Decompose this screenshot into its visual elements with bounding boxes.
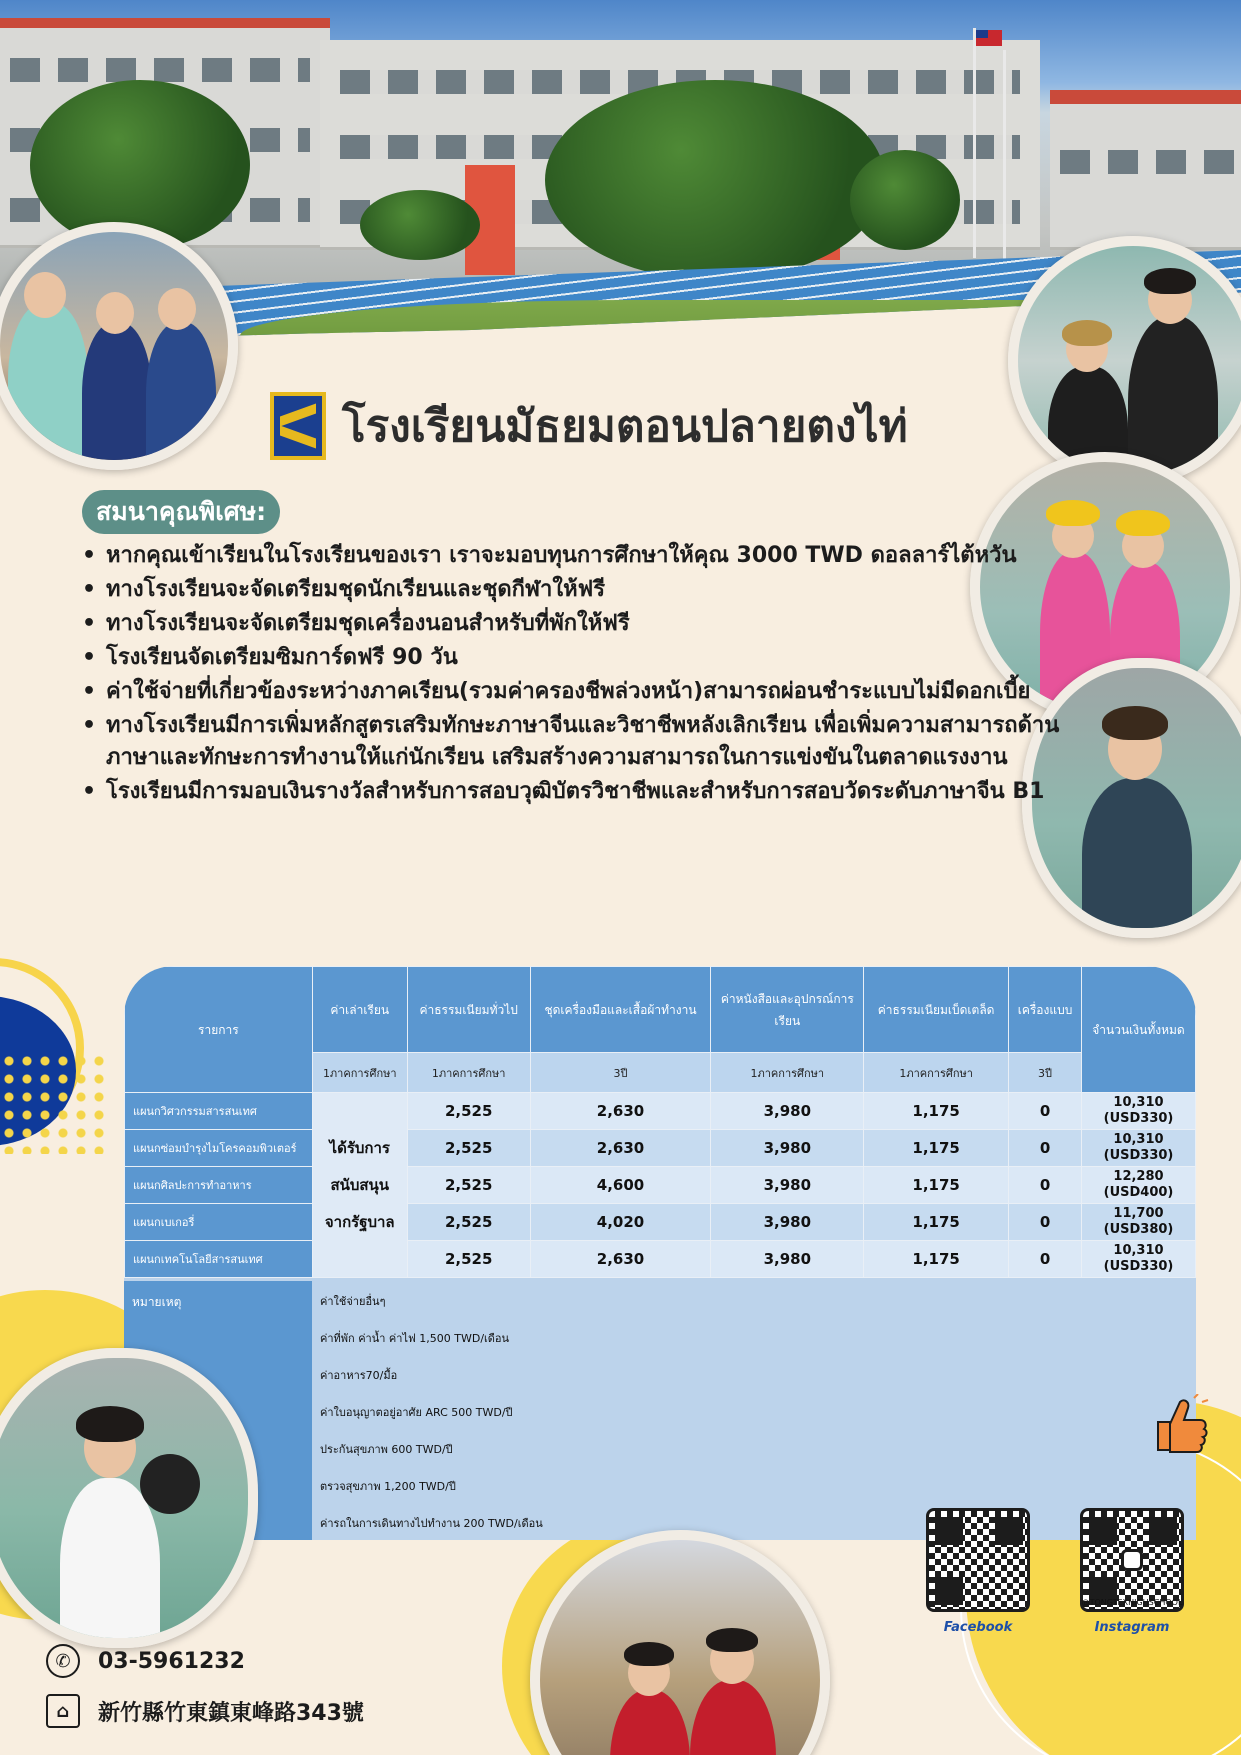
note-line: ค่าใบอนุญาตอยู่อาศัย ARC 500 TWD/ปี — [320, 1406, 513, 1419]
table-row: แผนกศิลปะการทำอาหาร 2,525 4,600 3,980 1,175 0 12,280 (USD400) — [125, 1167, 1196, 1204]
facebook-qr-code[interactable] — [926, 1508, 1030, 1612]
header-uniform: เครื่องแบบ — [1009, 967, 1082, 1053]
program-name: แผนกเบเกอรี่ — [125, 1204, 313, 1241]
period-tools: 3ปี — [530, 1053, 711, 1093]
program-name: แผนกเทคโนโลยีสารสนเทศ — [125, 1241, 313, 1278]
facebook-label[interactable]: Facebook — [943, 1620, 1013, 1635]
header-misc-fee: ค่าธรรมเนียมเบ็ดเตล็ด — [864, 967, 1009, 1053]
phone-number[interactable]: 03-5961232 — [98, 1648, 245, 1674]
row-total: 12,280 (USD400) — [1082, 1167, 1196, 1204]
benefit-item: • ค่าใช้จ่ายที่เกี่ยวข้องระหว่างภาคเรียน(รวมค่าครองชีพล่วงหน้า)สามารถผ่อนชำระแบบไม่มีดอกเบี้ย — [82, 676, 1072, 708]
contact-phone — [46, 1644, 245, 1678]
school-title-block — [270, 388, 908, 464]
period-tuition: 1ภาคการศึกษา — [312, 1053, 407, 1093]
instagram-label[interactable]: Instagram — [1094, 1620, 1170, 1635]
notes-label: หมายเหตุ — [124, 1281, 312, 1540]
benefits-list — [82, 540, 1072, 810]
benefit-item: • ทางโรงเรียนจะจัดเตรียมชุดเครื่องนอนสำหรับที่พักให้ฟรี — [82, 608, 1072, 640]
period-general: 1ภาคการศึกษา — [407, 1053, 530, 1093]
note-line: ตรวจสุขภาพ 1,200 TWD/ปี — [320, 1480, 456, 1493]
row-total: 11,700 (USD380) — [1082, 1204, 1196, 1241]
contact-address — [46, 1694, 364, 1728]
note-line: ค่าใช้จ่ายอื่นๆ — [320, 1295, 386, 1308]
table-row: แผนกเทคโนโลยีสารสนเทศ 2,525 2,630 3,980 1,175 0 10,310 (USD330) — [125, 1241, 1196, 1278]
row-total: 10,310 (USD330) — [1082, 1093, 1196, 1130]
period-uniform: 3ปี — [1009, 1053, 1082, 1093]
thumbs-up-icon — [1150, 1394, 1212, 1454]
row-total: 10,310 (USD330) — [1082, 1241, 1196, 1278]
note-line: ประกันสุขภาพ 600 TWD/ปี — [320, 1443, 453, 1456]
instagram-icon — [1121, 1549, 1143, 1571]
period-misc: 1ภาคการศึกษา — [864, 1053, 1009, 1093]
photo-culinary-student — [0, 1348, 258, 1648]
program-name: แผนกวิศวกรรมสารสนเทศ — [125, 1093, 313, 1130]
photo-students-with-teacher — [0, 222, 238, 470]
photo-hospitality-students — [1008, 236, 1241, 486]
header-total: จำนวนเงินทั้งหมด — [1082, 967, 1196, 1093]
header-books-equipment: ค่าหนังสือและอุปกรณ์การเรียน — [711, 967, 864, 1053]
note-line: ค่ารถในการเดินทางไปทำงาน 200 TWD/เดือน — [320, 1517, 543, 1530]
header-general-fee: ค่าธรรมเนียมทั่วไป — [407, 967, 530, 1053]
program-name: แผนกซ่อมบำรุงไมโครคอมพิวเตอร์ — [125, 1130, 313, 1167]
tuition-government-support: ได้รับการ สนับสนุน จากรัฐบาล — [312, 1093, 407, 1278]
benefit-item: • ทางโรงเรียนจะจัดเตรียมชุดนักเรียนและชุดกีฬาให้ฟรี — [82, 574, 1072, 606]
fee-notes — [124, 1281, 1196, 1540]
instagram-handle: @TONGTEXHIGHSCHOOL — [1081, 1598, 1183, 1607]
benefit-item: • หากคุณเข้าเรียนในโรงเรียนของเรา เราจะมอบทุนการศึกษาให้คุณ 3000 TWD ดอลลาร์ไต้หวัน — [82, 540, 1072, 572]
note-line: ค่าอาหาร70/มื้อ — [320, 1369, 398, 1382]
school-building-icon: ⌂ — [46, 1694, 80, 1728]
instagram-qr-code[interactable] — [1080, 1508, 1184, 1612]
table-row: แผนกซ่อมบำรุงไมโครคอมพิวเตอร์ 2,525 2,630 3,980 1,175 0 10,310 (USD330) — [125, 1130, 1196, 1167]
benefits-heading: สมนาคุณพิเศษ: — [82, 490, 280, 534]
note-line: ค่าที่พัก ค่าน้ำ ค่าไฟ 1,500 TWD/เดือน — [320, 1332, 510, 1345]
notes-body — [314, 1281, 1196, 1540]
benefit-item: • ทางโรงเรียนมีการเพิ่มหลักสูตรเสริมทักษะภาษาจีนและวิชาชีพหลังเลิกเรียน เพื่อเพิ่มความสามารถด้านภาษาและทักษะการทำงานให้แก่นักเรียน เสริมสร้างความสามารถในการแข่งขันในตลาดแรงงาน — [82, 710, 1072, 774]
deco-dot-pattern — [0, 1052, 112, 1154]
page-title: โรงเรียนมัธยมตอนปลายตงไท่ — [342, 401, 908, 452]
school-logo-icon — [270, 392, 326, 460]
school-building-right — [1050, 90, 1241, 250]
table-row: แผนกเบเกอรี่ 2,525 4,020 3,980 1,175 0 11,700 (USD380) — [125, 1204, 1196, 1241]
address-text: 新竹縣竹東鎮東峰路343號 — [98, 1700, 364, 1726]
header-tuition: ค่าเล่าเรียน — [312, 967, 407, 1053]
period-books: 1ภาคการศึกษา — [711, 1053, 864, 1093]
table-row: แผนกวิศวกรรมสารสนเทศ ได้รับการ สนับสนุน จากรัฐบาล 2,525 2,630 3,980 1,175 0 10,310 (USD330) — [125, 1093, 1196, 1130]
program-name: แผนกศิลปะการทำอาหาร — [125, 1167, 313, 1204]
taiwan-flag — [976, 30, 1002, 46]
row-total: 10,310 (USD330) — [1082, 1130, 1196, 1167]
fee-table — [124, 966, 1196, 1540]
phone-icon: ✆ — [46, 1644, 80, 1678]
header-tools-clothing: ชุดเครื่องมือและเสื้อผ้าทำงาน — [530, 967, 711, 1053]
header-item: รายการ — [125, 967, 313, 1093]
benefit-item: • โรงเรียนจัดเตรียมซิมการ์ดฟรี 90 วัน — [82, 642, 1072, 674]
benefit-item: • โรงเรียนมีการมอบเงินรางวัลสำหรับการสอบวุฒิบัตรวิชาชีพและสำหรับการสอบวัดระดับภาษาจีน B1 — [82, 776, 1072, 808]
